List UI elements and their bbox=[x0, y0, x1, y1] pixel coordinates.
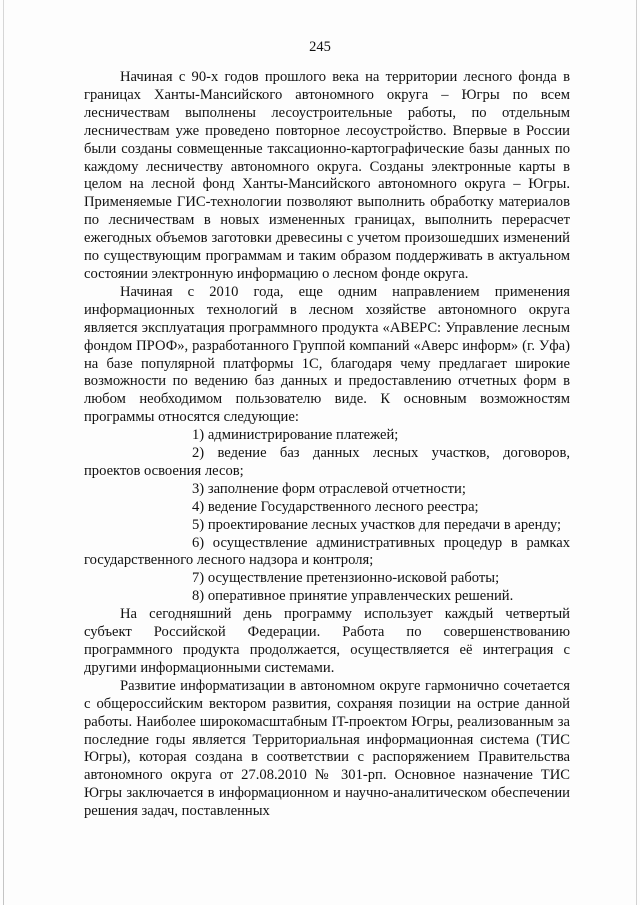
list-item bbox=[84, 499, 570, 517]
paragraph: На сегодняшний день программу использует каждый четвертый субъект Российской Федерации. Работа по совершенствованию программного продукта продолжается, осуществляется её интеграция с другими информационными системами. bbox=[84, 606, 570, 676]
list-item-number: 4) bbox=[192, 498, 205, 515]
paragraph: Развитие информатизации в автономном округе гармонично сочетается с общероссийским вектором развития, сохраняя позиции на острие данной работы. Наиболее широкомасштабным IT-проектом Югры, реализованным за последние годы является Территориальная информационная система (ТИС Югры), которая создана в соответствии с распоряжением Правительства автономного округа от 27.08.2010 № 301-рп. Основное назначение ТИС Югры заключается в информационном и научно-аналитическом обеспечении решения задач, поставленных bbox=[84, 677, 570, 820]
list-item-text: осуществление претензионно-исковой работы; bbox=[207, 570, 500, 587]
list-item-text: осуществление административных процедур в рамках государственного лесного надзора и контроля; bbox=[84, 534, 570, 569]
scan-edge-left bbox=[3, 0, 4, 905]
list-item bbox=[84, 535, 570, 571]
list-item-text: ведение баз данных лесных участков, договоров, проектов освоения лесов; bbox=[84, 445, 570, 479]
list-item bbox=[84, 570, 570, 588]
list-item-number: 7) bbox=[192, 570, 205, 587]
list-item-number: 3) bbox=[192, 480, 205, 497]
list-item bbox=[84, 481, 570, 499]
list-item-number: 2) bbox=[192, 445, 205, 462]
paragraph: Начиная с 90-х годов прошлого века на территории лесного фонда в границах Ханты-Мансийского автономного округа – Югры по всем лесничествам выполнены лесоустроительные работы, по отдельным лесничествам уже проведено повторное лесоустройство. Впервые в России были созданы совмещенные таксационно-картографические базы данных по каждому лесничеству автономного округа. Созданы электронные карты в целом на лесной фонд Ханты-Мансийского автономного округа – Югры. Применяемые ГИС-технологии позволяют выполнить обработку материалов по лесничествам в новых измененных границах, выполнить перерасчет ежегодных объемов заготовки древесины с учетом произошедших изменений по существующим программам и таким образом поддерживать в актуальном состоянии электронную информацию о лесном фонде округа. bbox=[84, 69, 570, 282]
body-text bbox=[84, 69, 570, 821]
list-item-text: проектирование лесных участков для передачи в аренду; bbox=[207, 516, 562, 533]
list-item bbox=[84, 588, 570, 606]
list-item-text: оперативное принятие управленческих решений. bbox=[207, 588, 514, 605]
list-item-text: ведение Государственного лесного реестра; bbox=[207, 498, 479, 515]
list-item bbox=[84, 517, 570, 535]
list-item-number: 8) bbox=[192, 588, 205, 605]
list-item bbox=[84, 445, 570, 481]
capabilities-list bbox=[84, 427, 570, 606]
scan-edge-right bbox=[636, 0, 637, 905]
list-item-number: 1) bbox=[192, 427, 205, 444]
list-item bbox=[84, 427, 570, 445]
paragraph: Начиная с 2010 года, еще одним направлением применения информационных технологий в лесном хозяйстве автономного округа является эксплуатация программного продукта «АВЕРС: Управление лесным фондом ПРОФ», разработанного Группой компаний «Аверс информ» (г. Уфа) на базе популярной платформы 1С, благодаря чему предлагает широкие возможности по ведению баз данных и предоставлению отчетных форм в любом необходимом пользователю виде. К основным возможностям программы относятся следующие: bbox=[84, 283, 570, 426]
list-item-text: заполнение форм отраслевой отчетности; bbox=[207, 480, 466, 497]
list-item-number: 5) bbox=[192, 516, 205, 533]
list-item-number: 6) bbox=[192, 534, 205, 551]
list-item-text: администрирование платежей; bbox=[207, 427, 399, 444]
page-number: 245 bbox=[309, 39, 331, 55]
